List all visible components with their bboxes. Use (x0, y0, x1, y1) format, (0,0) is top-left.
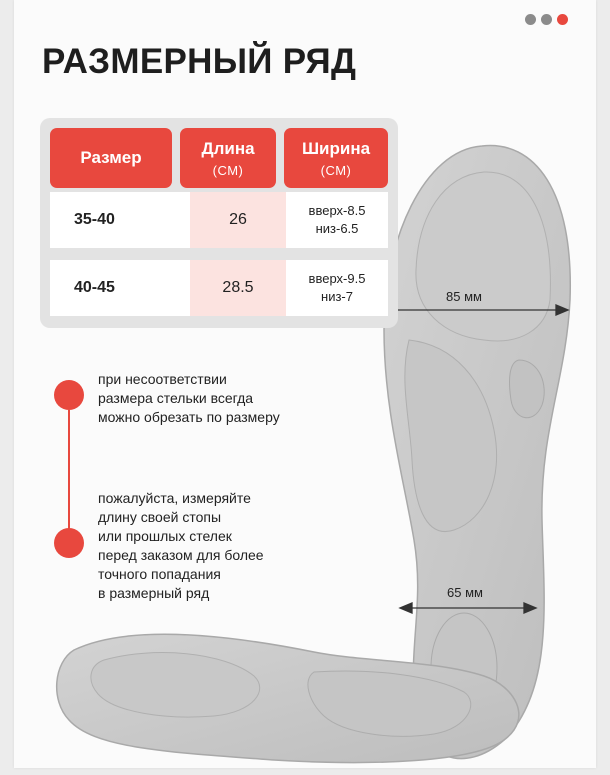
product-card (14, 0, 596, 768)
cell-width (286, 192, 388, 248)
table-row (50, 192, 388, 248)
dimension-label-top: 85 мм (446, 289, 482, 304)
cell-width-bottom: низ-6.5 (315, 221, 359, 236)
cell-size: 35-40 (74, 211, 115, 228)
header-size-label: Размер (80, 148, 142, 167)
header-width-unit: (СМ) (320, 162, 352, 178)
header-width-label: Ширина (301, 138, 371, 158)
bullet-dot (54, 380, 84, 410)
size-table (40, 118, 398, 328)
header-width (284, 128, 388, 188)
cell-size: 40-45 (74, 279, 115, 296)
cell-width-bottom: низ-7 (321, 289, 353, 304)
header-size (50, 128, 172, 188)
table-row (50, 260, 388, 316)
cell-width (286, 260, 388, 316)
cell-width-top: вверх-8.5 (308, 203, 366, 218)
header-length (180, 128, 276, 188)
header-length-label: Длина (201, 138, 255, 158)
cell-length: 26 (229, 211, 247, 228)
bullet-dot (54, 528, 84, 558)
note-trim: при несоответствии размера стельки всегда можно обрезать по размеру (98, 371, 280, 425)
cell-width-top: вверх-9.5 (308, 271, 366, 286)
dimension-label-bottom: 65 мм (447, 585, 483, 600)
bullet-connector-line (68, 410, 70, 534)
cell-length: 28.5 (222, 279, 254, 296)
header-length-unit: (СМ) (212, 162, 244, 178)
note-measure: пожалуйста, измеряйте длину своей стопы или прошлых стелек перед заказом для более точного попадания в размерный ряд (98, 490, 264, 601)
page-title: РАЗМЕРНЫЙ РЯД (42, 42, 357, 81)
